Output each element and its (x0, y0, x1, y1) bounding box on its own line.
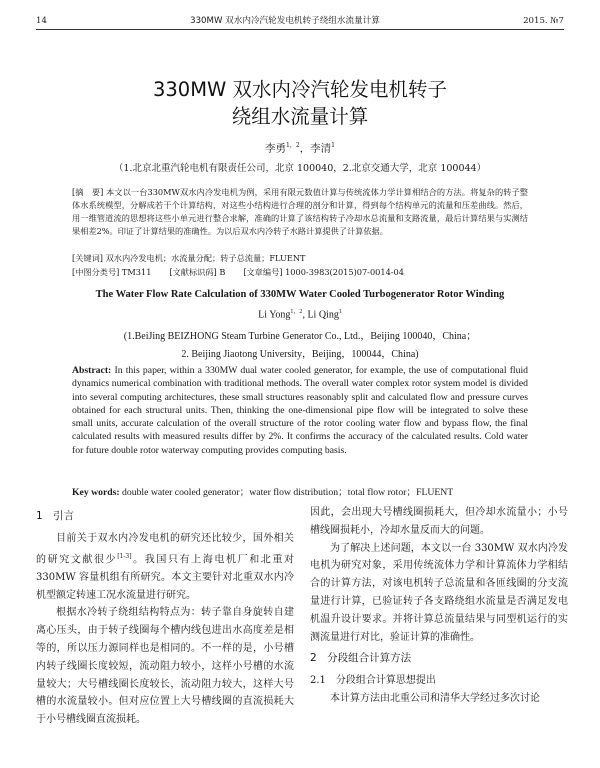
author-name: Li Yong (258, 309, 291, 321)
subsection-heading: 2.1 分段组合计算思想提出 (310, 675, 436, 687)
keywords-chinese (72, 252, 528, 265)
keywords-english-label: Key words: (72, 487, 120, 498)
authors-english (0, 306, 600, 320)
author-affiliation-mark: 1，2 (286, 142, 300, 149)
abstract-english (72, 364, 528, 457)
author-affiliation-mark: 1 (331, 142, 335, 149)
keywords-english-text: double water cooled generator；water flow distribution；total flow rotor；FLUENT (122, 487, 454, 498)
author-name: 李清 (310, 142, 332, 155)
body-paragraph: 本计算方法由北重公司和清华大学经过多次讨论 (330, 692, 540, 704)
paragraph-text: 。我国只有上海电机厂和北重对 330MW 容量机组有所研究。本文主要针对北重双水内冷机型额定转速工况水流量进行研究。 (36, 553, 294, 601)
author-separator: , (302, 309, 308, 321)
paragraph-text: 目前关于双水内冷发电机的研究还比较少，国外相关的研究文献很少 (36, 532, 294, 565)
abstract-chinese-label: [摘 要] (72, 187, 104, 197)
keywords-chinese-text: 双水内冷发电机；水流量分配；转子总流量；FLUENT (105, 253, 306, 263)
clc-number: [中图分类号] TM311 (72, 267, 152, 277)
title-chinese-line1: 330MW 双水内冷汽轮发电机转子 (152, 78, 448, 101)
abstract-english-label: Abstract: (72, 365, 112, 376)
abstract-chinese-text: 本文以一台330MW双水内冷发电机为例，采用有限元数值计算与传统流体力学计算相结合的方法。将复杂的转子整体水系统模型，分解成若干个计算结构，对这些小结构进行合理的剖分和计算，得到每个结构单元的流量和压差曲线。然后，用一维管道流的思想将这些小单元进行整合求解，准确的计算了该结构转子冷却水总流量和支路流量，最后计算结果与实测结果相差2%。印证了计算结果的准确性。为以后双水内冷转子水路计算提供了计算依据。 (72, 187, 528, 236)
affiliation-english-line2: 2. Beijing Jiaotong University，Beijing，100044，China) (181, 349, 419, 360)
author-affiliation-mark: 1，2 (290, 309, 303, 315)
issue-number: 2015. №7 (523, 16, 564, 26)
abstract-chinese (72, 186, 528, 238)
author-name: 李勇 (265, 142, 287, 155)
body-paragraph: 为了解决上述问题，本文以一台 330MW 双水内冷发电机为研究对象，采用传统流体力学和计算流体力学相结合的计算方法，对该电机转子总流量和各匝线圈的分支流量进行计算，已验证转子各支路绕组水流量是否满足发电机温升设计要求。并将计算总流量结果与同型机运行的实测流量进行对比，验证计算的准确性。 (310, 542, 568, 643)
affiliation-english-line1: (1.BeiJing BEIZHONG Steam Turbine Generator Co., Ltd.，Beijing 100040，China； (123, 331, 477, 342)
affiliation-chinese: （1.北京北重汽轮电机有限责任公司，北京 100040，2.北京交通大学，北京 100044） (113, 163, 487, 174)
section-heading: 2 分段组合计算方法 (310, 652, 412, 665)
abstract-english-text: In this paper, within a 330MW dual water cooled generator, for example, the use of computational fluid dynamics numerical combination with traditional methods. The overall water complex rotor system model is divided into several computing architectures, these small structures reasonably split and calculated flow and pressure curves obtained for each structural units. Then, thinking the one-dimensional pipe flow will be integrated to solve these small units, accurate calculation of the overall structure of the rotor cooling water flow and bypass flow, the final calculated results with measured results differ by 2%. It confirms the accuracy of the calculated results. Cold water for future double rotor waterway computing provides computing basis. (72, 365, 528, 456)
author-name: Li Qing (307, 309, 339, 321)
authors-chinese (0, 140, 600, 156)
author-separator: ， (299, 142, 311, 155)
citation-reference: [1-3] (117, 552, 132, 560)
title-english: The Water Flow Rate Calculation of 330MW Water Cooled Turbogenerator Rotor Winding (95, 289, 505, 300)
title-chinese (0, 76, 600, 130)
section-heading: 1 引言 (36, 510, 75, 522)
body-column-right (310, 504, 568, 708)
page-number: 14 (36, 16, 47, 26)
body-paragraph: 根据水冷转子绕组结构特点为：转子靠自身旋转自建离心压头，由于转子线圈每个槽内线包进出水高度差是相等的，所以压力源同样也是相同的。不一样的是，小号槽内转子线圈长度较短，流动阻力较小，这样小号槽的水流量较大；大号槽线圈长度较长，流动阻力较大，这样大号槽的水流量较小。但对应位置上大号槽线圈的直流损耗大于小号槽线圈直流损耗。 (36, 607, 294, 726)
running-header (36, 10, 564, 30)
keywords-chinese-label: [关键词] (72, 253, 103, 263)
title-chinese-line2: 绕组水流量计算 (231, 105, 369, 128)
classification-codes (72, 266, 528, 279)
author-affiliation-mark: 1 (338, 309, 342, 315)
keywords-english (72, 486, 528, 499)
running-title: 330MW 双水内冷汽轮发电机转子绕组水流量计算 (190, 16, 380, 26)
body-paragraph (36, 530, 294, 605)
document-code: [文献标识码] B (169, 267, 226, 277)
article-number: [文章编号] 1000-3983(2015)07-0014-04 (243, 267, 404, 277)
body-paragraph: 因此，会出现大号槽线圈损耗大，但冷却水流量小；小号槽线圈损耗小，冷却水量反而大的问题。 (310, 507, 568, 536)
body-column-left (36, 504, 294, 729)
